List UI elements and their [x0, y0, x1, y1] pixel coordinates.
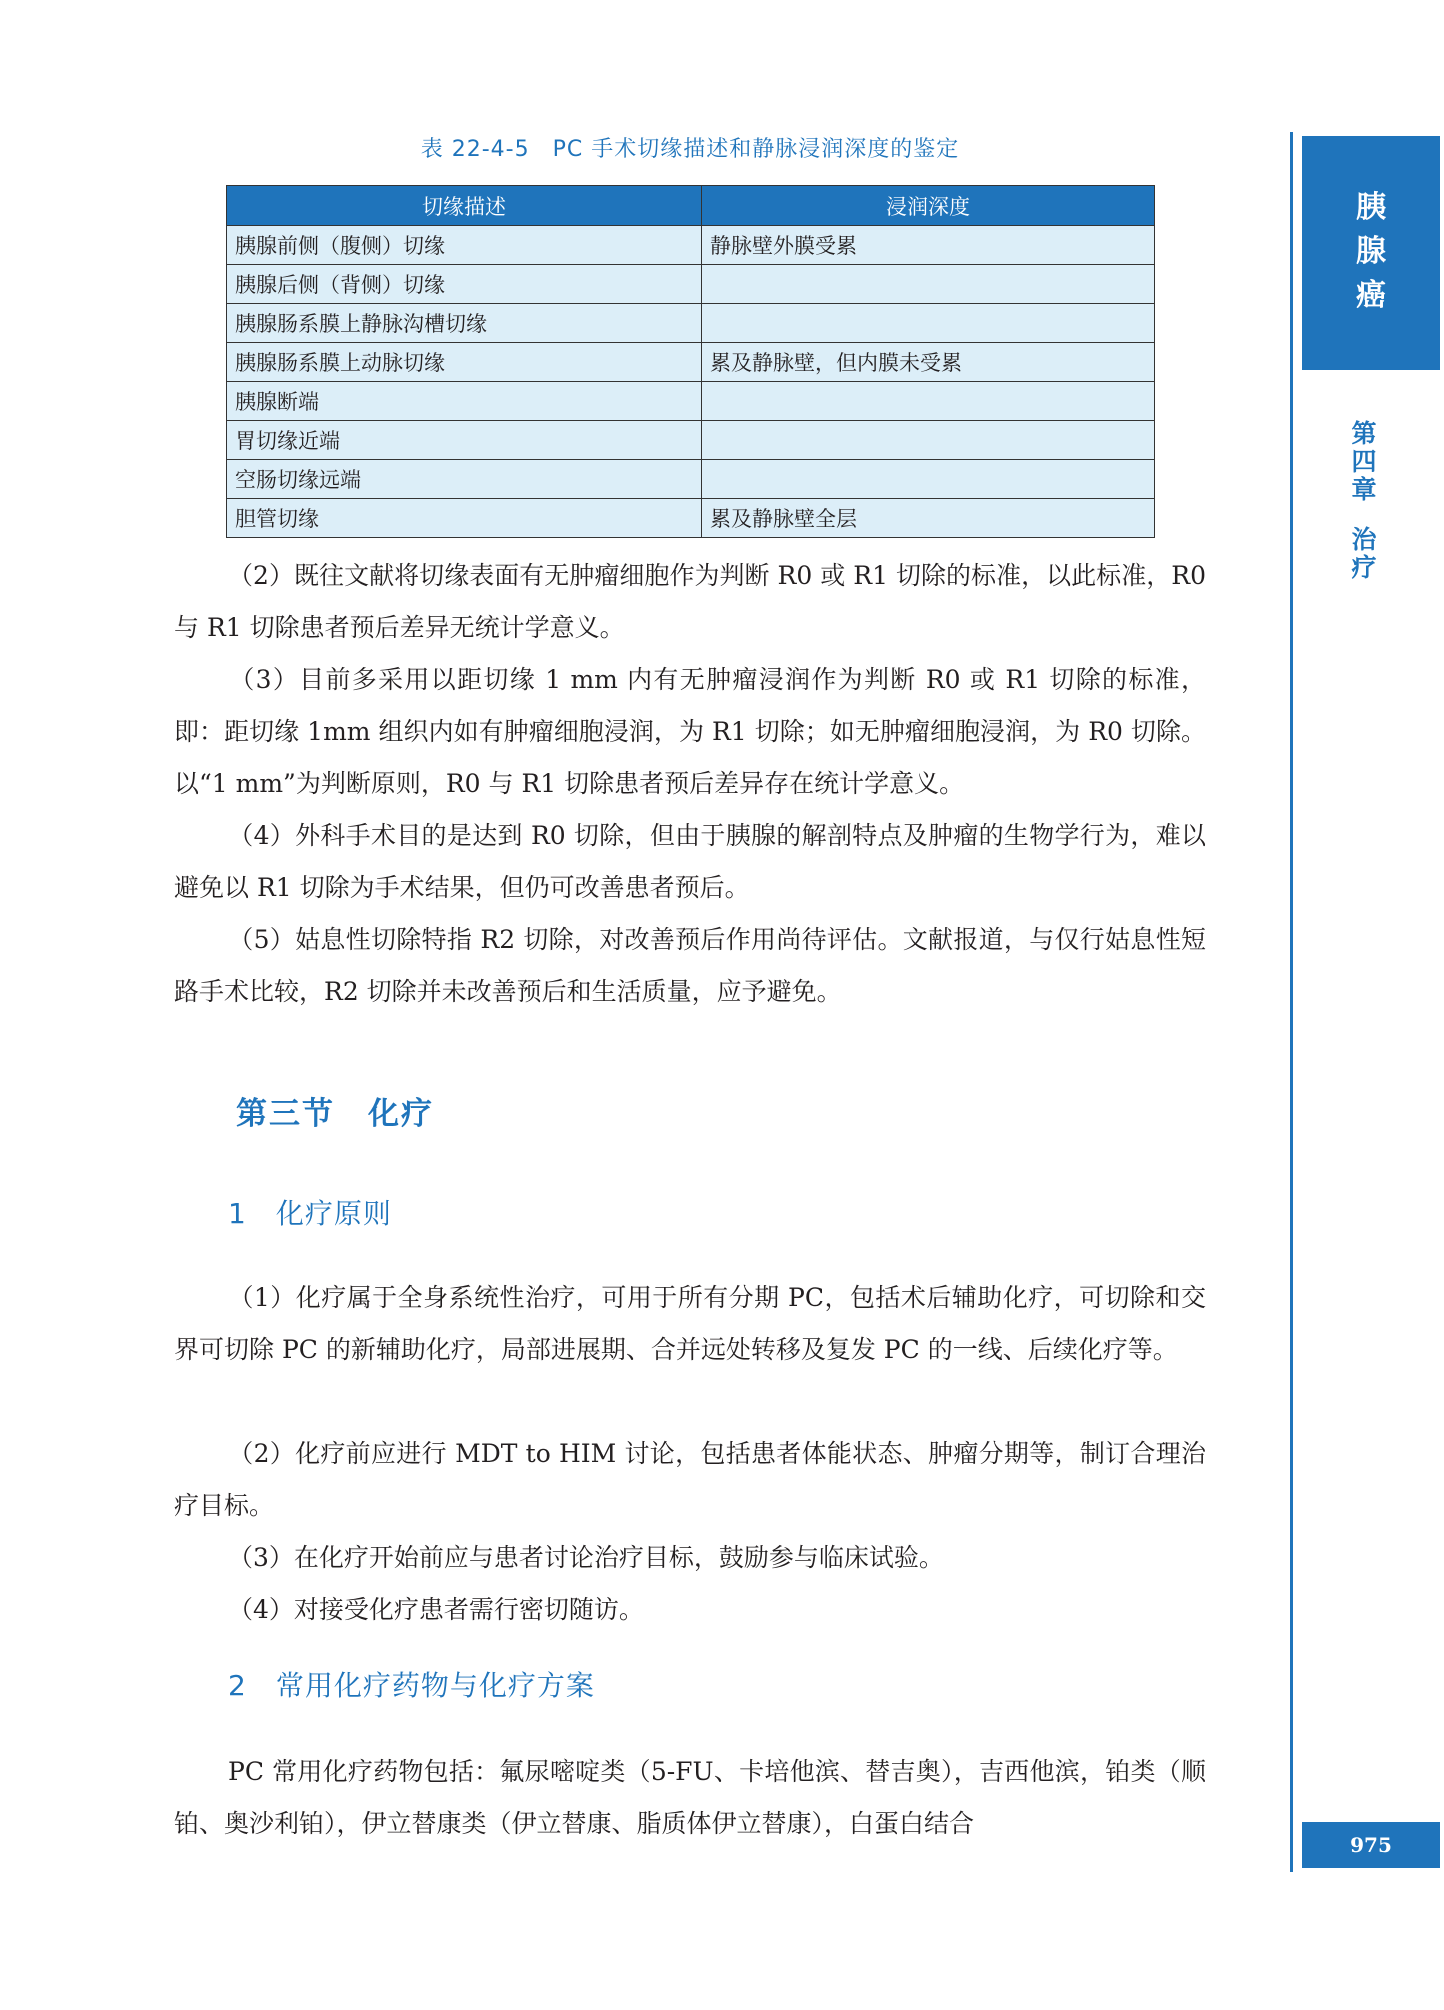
table-row	[227, 265, 1155, 304]
table-cell: 累及静脉壁，但内膜未受累	[702, 343, 1155, 382]
margin-rule	[1290, 132, 1293, 1872]
section-label-char: 疗	[1351, 553, 1377, 582]
table-row	[227, 421, 1155, 460]
table-cell: 空肠切缘远端	[227, 460, 702, 499]
section-label-char: 治	[1351, 525, 1377, 554]
table-header-row	[227, 186, 1155, 226]
paragraph-text: （4）外科手术目的是达到 R0 切除，但由于胰腺的解剖特点及肿瘤的生物学行为，难以避免以 R1 切除为手术结果，但仍可改善患者预后。	[174, 821, 1206, 902]
table-caption: 表 22-4-5 PC 手术切缘描述和静脉浸润深度的鉴定	[420, 137, 960, 162]
table-cell	[702, 421, 1155, 460]
paragraph	[174, 1584, 1206, 1636]
chapter-tab-char: 胰	[1356, 190, 1386, 225]
table-cell: 胰腺后侧（背侧）切缘	[227, 265, 702, 304]
paragraph	[174, 550, 1206, 654]
paragraph	[174, 1532, 1206, 1584]
paragraph-text: （2）化疗前应进行 MDT to HIM 讨论，包括患者体能状态、肿瘤分期等，制订合理治疗目标。	[174, 1439, 1206, 1520]
chapter-tab-char: 腺	[1356, 234, 1386, 269]
paragraph-text: PC 常用化疗药物包括：氟尿嘧啶类（5-FU、卡培他滨、替吉奥），吉西他滨，铂类（顺铂、奥沙利铂），伊立替康类（伊立替康、脂质体伊立替康），白蛋白结合	[174, 1757, 1206, 1838]
table-cell: 静脉壁外膜受累	[702, 226, 1155, 265]
table-cell	[702, 382, 1155, 421]
chapter-label	[1344, 420, 1384, 582]
paragraph	[174, 654, 1206, 810]
table-cell	[702, 265, 1155, 304]
table-cell	[702, 304, 1155, 343]
table-row	[227, 460, 1155, 499]
chapter-label-char: 第	[1351, 419, 1377, 448]
subsection-title: 1 化疗原则	[228, 1197, 392, 1230]
subsection-title: 2 常用化疗药物与化疗方案	[228, 1669, 595, 1702]
chapter-label-char: 章	[1351, 475, 1377, 504]
paragraph	[174, 1746, 1206, 1850]
paragraph	[174, 914, 1206, 1018]
section-title: 第三节 化疗	[236, 1096, 434, 1132]
chapter-label-char: 四	[1351, 447, 1377, 476]
paragraph-text: （3）目前多采用以距切缘 1 mm 内有无肿瘤浸润作为判断 R0 或 R1 切除的标准，即：距切缘 1mm 组织内如有肿瘤细胞浸润，为 R1 切除；如无肿瘤细胞浸润，为 R0 切除。以“1 mm”为判断原则，R0 与 R1 切除患者预后差异存在统计学意义。	[174, 665, 1206, 798]
table-row	[227, 382, 1155, 421]
margin-table	[226, 185, 1155, 538]
paragraph-text: （1）化疗属于全身系统性治疗，可用于所有分期 PC，包括术后辅助化疗，可切除和交界可切除 PC 的新辅助化疗，局部进展期、合并远处转移及复发 PC 的一线、后续化疗等。	[174, 1283, 1206, 1364]
paragraph-text: （4）对接受化疗患者需行密切随访。	[228, 1595, 644, 1624]
table-cell: 胃切缘近端	[227, 421, 702, 460]
paragraph	[174, 1272, 1206, 1376]
table-row	[227, 343, 1155, 382]
table-cell: 胰腺前侧（腹侧）切缘	[227, 226, 702, 265]
paragraph	[174, 1428, 1206, 1532]
table-cell: 胆管切缘	[227, 499, 702, 538]
table-row	[227, 304, 1155, 343]
table-cell	[702, 460, 1155, 499]
chapter-tab	[1302, 136, 1440, 370]
chapter-tab-char: 癌	[1356, 278, 1386, 313]
paragraph-text: （2）既往文献将切缘表面有无肿瘤细胞作为判断 R0 或 R1 切除的标准，以此标准，R0 与 R1 切除患者预后差异无统计学意义。	[174, 561, 1206, 642]
table-header-cell: 浸润深度	[702, 186, 1155, 226]
paragraph-text: （3）在化疗开始前应与患者讨论治疗目标，鼓励参与临床试验。	[228, 1543, 944, 1572]
table-cell: 胰腺断端	[227, 382, 702, 421]
paragraph-text: （5）姑息性切除特指 R2 切除，对改善预后作用尚待评估。文献报道，与仅行姑息性短路手术比较，R2 切除并未改善预后和生活质量，应予避免。	[174, 925, 1206, 1006]
table-header-cell: 切缘描述	[227, 186, 702, 226]
table-row	[227, 499, 1155, 538]
paragraph	[174, 810, 1206, 914]
table-cell: 胰腺肠系膜上静脉沟槽切缘	[227, 304, 702, 343]
table-cell: 胰腺肠系膜上动脉切缘	[227, 343, 702, 382]
page-number: 975	[1302, 1822, 1440, 1868]
table-row	[227, 226, 1155, 265]
table-cell: 累及静脉壁全层	[702, 499, 1155, 538]
